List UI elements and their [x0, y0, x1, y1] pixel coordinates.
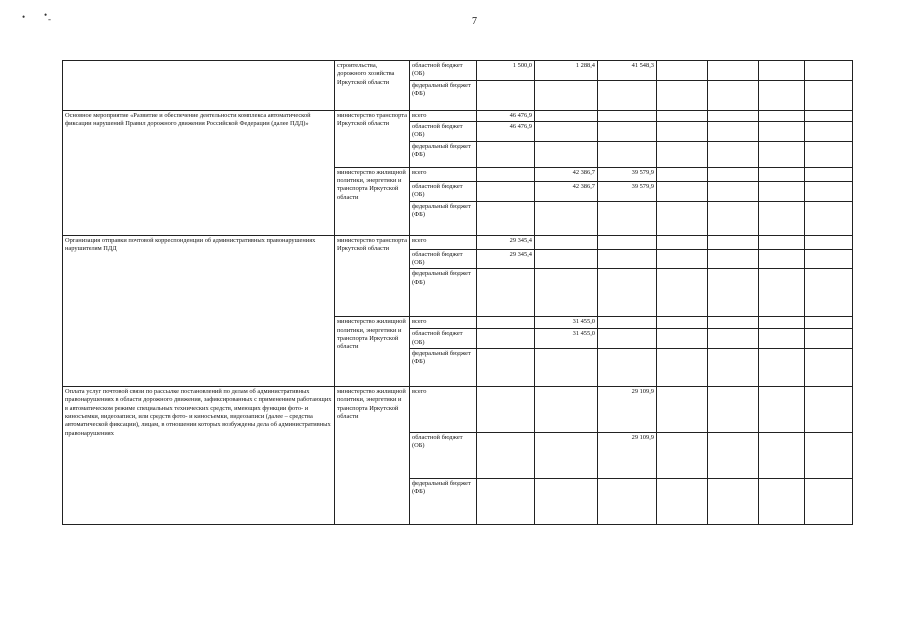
- source-cell: федеральный бюджет (ФБ): [410, 269, 477, 317]
- table-row: [63, 386, 853, 432]
- scan-mark: ‐: [48, 14, 51, 24]
- source-cell: областной бюджет (ОБ): [410, 249, 477, 269]
- source-cell: областной бюджет (ОБ): [410, 61, 477, 81]
- value-cell: 29 109,9: [598, 432, 657, 478]
- source-cell: федеральный бюджет (ФБ): [410, 80, 477, 110]
- executor-cell: министерство жилищной политики, энергетики и транспорта Иркутской области: [335, 317, 410, 387]
- scan-mark: •: [22, 12, 26, 22]
- source-cell: всего: [410, 110, 477, 121]
- source-cell: областной бюджет (ОБ): [410, 329, 477, 349]
- table-row: [63, 61, 853, 81]
- source-cell: федеральный бюджет (ФБ): [410, 348, 477, 386]
- budget-table: [62, 60, 853, 525]
- value-cell: 1 500,0: [477, 61, 535, 81]
- description-cell: Оплата услуг почтовой связи по рассылке постановлений по делам об административных правонарушениях в области дорожного движения, зафиксированных с применением работающих в автоматическом режиме специальных технических средств, имеющих функции фото- и киносъемки, видеозаписи, или средств фото- и киносъемки, видеозаписи (далее – средства автоматической фиксации), лицам, в отношении которых возбуждены дела об административных правонарушениях: [63, 386, 335, 524]
- executor-cell: министерство жилищной политики, энергетики и транспорта Иркутской области: [335, 386, 410, 524]
- source-cell: всего: [410, 167, 477, 181]
- description-cell: [63, 61, 335, 111]
- source-cell: областной бюджет (ОБ): [410, 181, 477, 201]
- source-cell: федеральный бюджет (ФБ): [410, 141, 477, 167]
- value-cell: 29 345,4: [477, 249, 535, 269]
- value-cell: 29 345,4: [477, 235, 535, 249]
- value-cell: 31 455,0: [535, 317, 598, 329]
- value-cell: 1 288,4: [535, 61, 598, 81]
- table-row: [63, 235, 853, 249]
- executor-cell: министерство транспорта Иркутской области: [335, 110, 410, 167]
- source-cell: областной бюджет (ОБ): [410, 432, 477, 478]
- source-cell: федеральный бюджет (ФБ): [410, 478, 477, 524]
- page-number: 7: [472, 16, 477, 27]
- executor-cell: строительства, дорожного хозяйства Иркутской области: [335, 61, 410, 111]
- scan-mark: •: [44, 10, 48, 20]
- value-cell: 29 109,9: [598, 386, 657, 432]
- source-cell: всего: [410, 317, 477, 329]
- executor-cell: министерство транспорта Иркутской области: [335, 235, 410, 317]
- executor-cell: министерство жилищной политики, энергетики и транспорта Иркутской области: [335, 167, 410, 235]
- value-cell: 42 386,7: [535, 181, 598, 201]
- value-cell: 46 476,9: [477, 121, 535, 141]
- source-cell: всего: [410, 386, 477, 432]
- description-cell: Основное мероприятие «Развитие и обеспечение деятельности комплекса автоматической фиксации нарушений Правил дорожного движения Российской Федерации (далее ПДД)»: [63, 110, 335, 235]
- value-cell: 31 455,0: [535, 329, 598, 349]
- value-cell: 39 579,9: [598, 181, 657, 201]
- value-cell: 41 548,3: [598, 61, 657, 81]
- source-cell: всего: [410, 235, 477, 249]
- value-cell: 46 476,9: [477, 110, 535, 121]
- value-cell: 39 579,9: [598, 167, 657, 181]
- source-cell: областной бюджет (ОБ): [410, 121, 477, 141]
- source-cell: федеральный бюджет (ФБ): [410, 201, 477, 235]
- table-row: [63, 110, 853, 121]
- description-cell: Организация отправки почтовой корреспонденции об административных правонарушениях нарушителям ПДД: [63, 235, 335, 386]
- value-cell: 42 386,7: [535, 167, 598, 181]
